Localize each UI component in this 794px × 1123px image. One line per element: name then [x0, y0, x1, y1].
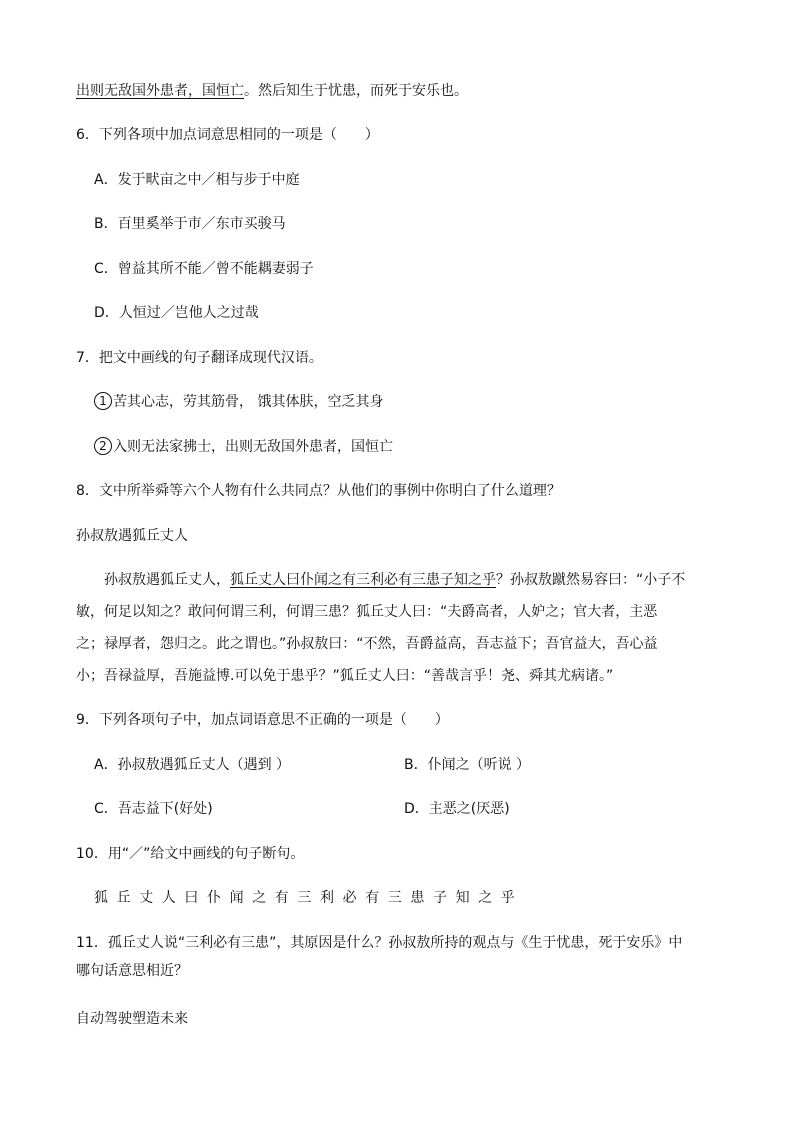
- circled-number: 1: [94, 392, 112, 410]
- closing-text: 。然后知生于忧患，而死于安乐也。: [244, 83, 468, 99]
- question-6-option-c: C．曾益其所不能／曾不能耦妻弱子: [94, 261, 314, 277]
- underlined-sentence: 狐丘丈人曰仆闻之有三利必有三患子知之乎: [230, 572, 496, 588]
- question-11-stem-line-2: 哪句话意思相近？: [76, 963, 188, 979]
- passage-line-3: 之；禄厚者，怨归之。此之谓也。”孙叔敖曰：“不然，吾爵益高，吾志益下；吾官益大，吾心益: [76, 636, 658, 652]
- question-6-stem: 6．下列各项中加点词意思相同的一项是（ ）: [76, 127, 379, 143]
- question-8-stem: 8．文中所举舜等六个人物有什么共同点？从他们的事例中你明白了什么道理？: [76, 483, 561, 499]
- question-9-option-a: A．孙叔敖遇狐丘丈人（遇到 ）: [94, 757, 291, 773]
- question-6-option-a: A．发于畎亩之中／相与步于中庭: [94, 172, 300, 188]
- passage-title: 孙叔敖遇狐丘丈人: [76, 528, 188, 544]
- question-10-stem: 10．用“／”给文中画线的句子断句。: [76, 846, 305, 862]
- circled-number: 2: [94, 437, 112, 455]
- question-9-option-d: D．主恶之(厌恶): [404, 801, 510, 817]
- item-text: 苦其心志，劳其筋骨， 饿其体肤，空乏其身: [113, 394, 384, 410]
- question-6-option-d: D．人恒过／岂他人之过哉: [94, 305, 259, 321]
- question-9-stem: 9．下列各项句子中，加点词语意思不正确的一项是（ ）: [76, 712, 449, 728]
- passage-text: ？孙叔敖蹴然易容曰：“小子不: [496, 572, 686, 588]
- passage-closing-line: [76, 82, 468, 100]
- question-7-item-1: [94, 393, 383, 411]
- passage-line-4: 小；吾禄益厚，吾施益博.可以免于患乎？”狐丘丈人曰：“善哉言乎！尧、舜其尤病诸。”: [76, 668, 614, 684]
- question-6-option-b: B．百里奚举于市／东市买骏马: [94, 216, 286, 232]
- passage-line-2: 敏，何足以知之？敢问何谓三利，何谓三患？狐丘丈人曰：“夫爵高者，人妒之；官大者，主恶: [76, 604, 658, 620]
- question-7-stem: 7．把文中画线的句子翻译成现代汉语。: [76, 350, 323, 366]
- question-9-option-b: B．仆闻之（听说 ）: [404, 757, 531, 773]
- question-7-item-2: [94, 438, 393, 456]
- passage-line-1: [104, 571, 685, 589]
- underlined-sentence: 出则无敌国外患者，国恒亡: [76, 83, 244, 99]
- question-11-stem-line-1: 11．孤丘丈人说“三利必有三患”，其原因是什么？孙叔敖所持的观点与《生于忧患，死于安乐》中: [76, 935, 683, 951]
- passage-text: 孙叔敖遇狐丘丈人，: [104, 572, 230, 588]
- question-9-option-c: C．吾志益下(好处): [94, 801, 213, 817]
- question-10-sentence: 狐丘丈人曰仆闻之有三利必有三患子知之乎: [94, 890, 524, 906]
- item-text: 入则无法家拂士，出则无敌国外患者，国恒亡: [113, 439, 393, 455]
- next-section-title: 自动驾驶塑造未来: [76, 1011, 188, 1027]
